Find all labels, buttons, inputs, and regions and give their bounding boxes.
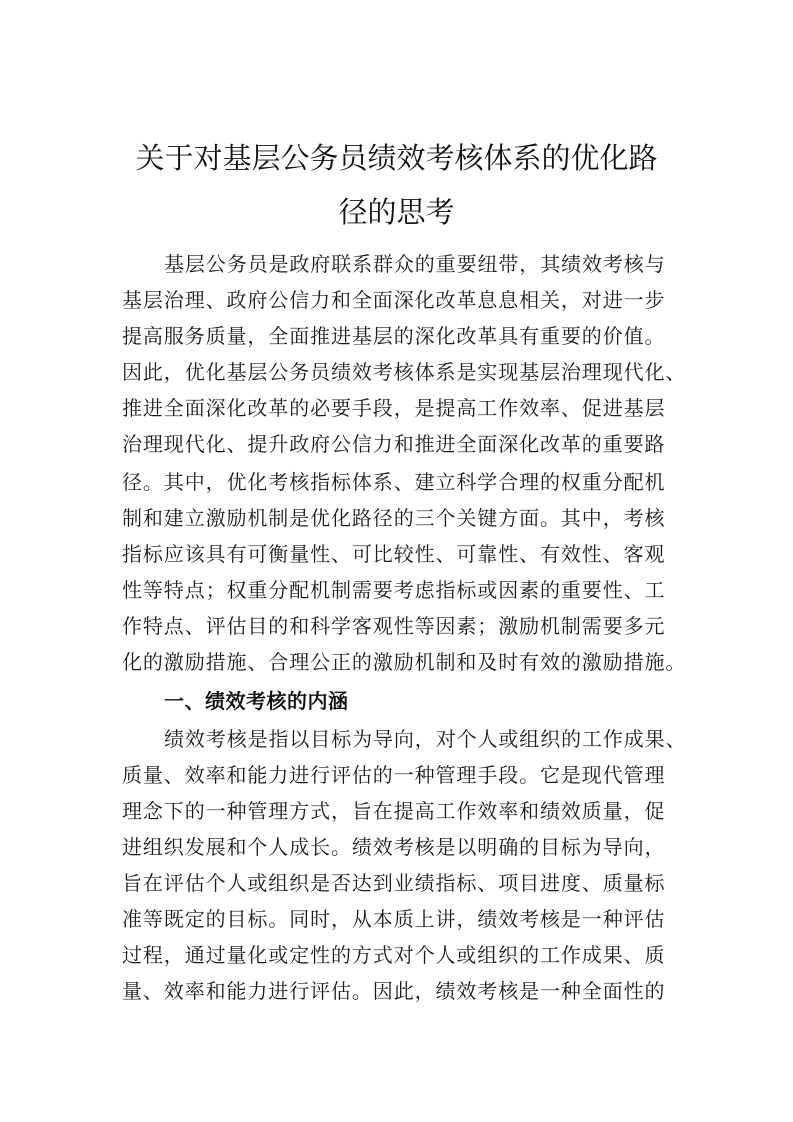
paragraph-line: 量、效率和能力进行评估。因此，绩效考核是一种全面性的 (122, 979, 666, 1003)
paragraph-line: 化的激励措施、合理公正的激励机制和及时有效的激励措施。 (122, 650, 687, 674)
document-title-line-2: 径的思考 (338, 195, 455, 229)
paragraph-line: 径。其中，优化考核指标体系、建立科学合理的权重分配机 (122, 470, 666, 494)
paragraph-line: 作特点、评估目的和科学客观性等因素；激励机制需要多元 (122, 614, 666, 638)
paragraph-line: 制和建立激励机制是优化路径的三个关键方面。其中，考核 (122, 506, 666, 530)
document-title-line-1: 关于对基层公务员绩效考核体系的优化路 (135, 141, 658, 175)
paragraph-line: 指标应该具有可衡量性、可比较性、可靠性、有效性、客观 (122, 542, 666, 566)
paragraph-line: 准等既定的目标。同时，从本质上讲，绩效考核是一种评估 (122, 907, 666, 931)
paragraph-line: 因此，优化基层公务员绩效考核体系是实现基层治理现代化、 (122, 360, 687, 384)
paragraph-line: 旨在评估个人或组织是否达到业绩指标、项目进度、质量标 (122, 871, 666, 895)
paragraph-line: 理念下的一种管理方式，旨在提高工作效率和绩效质量，促 (122, 799, 666, 823)
paragraph-line: 提高服务质量，全面推进基层的深化改革具有重要的价值。 (122, 324, 666, 348)
paragraph-line: 推进全面深化改革的必要手段，是提高工作效率、促进基层 (122, 396, 666, 420)
section-heading: 一、绩效考核的内涵 (164, 689, 349, 713)
paragraph-line: 质量、效率和能力进行评估的一种管理手段。它是现代管理 (122, 763, 666, 787)
paragraph-line: 绩效考核是指以目标为导向，对个人或组织的工作成果、 (164, 727, 687, 751)
paragraph-line: 基层治理、政府公信力和全面深化改革息息相关，对进一步 (122, 288, 666, 312)
paragraph-line: 过程，通过量化或定性的方式对个人或组织的工作成果、质 (122, 943, 666, 967)
paragraph-line: 基层公务员是政府联系群众的重要纽带，其绩效考核与 (164, 252, 666, 276)
paragraph-line: 进组织发展和个人成长。绩效考核是以明确的目标为导向， (122, 835, 666, 859)
paragraph-line: 治理现代化、提升政府公信力和推进全面深化改革的重要路 (122, 432, 666, 456)
paragraph-line: 性等特点；权重分配机制需要考虑指标或因素的重要性、工 (122, 578, 666, 602)
